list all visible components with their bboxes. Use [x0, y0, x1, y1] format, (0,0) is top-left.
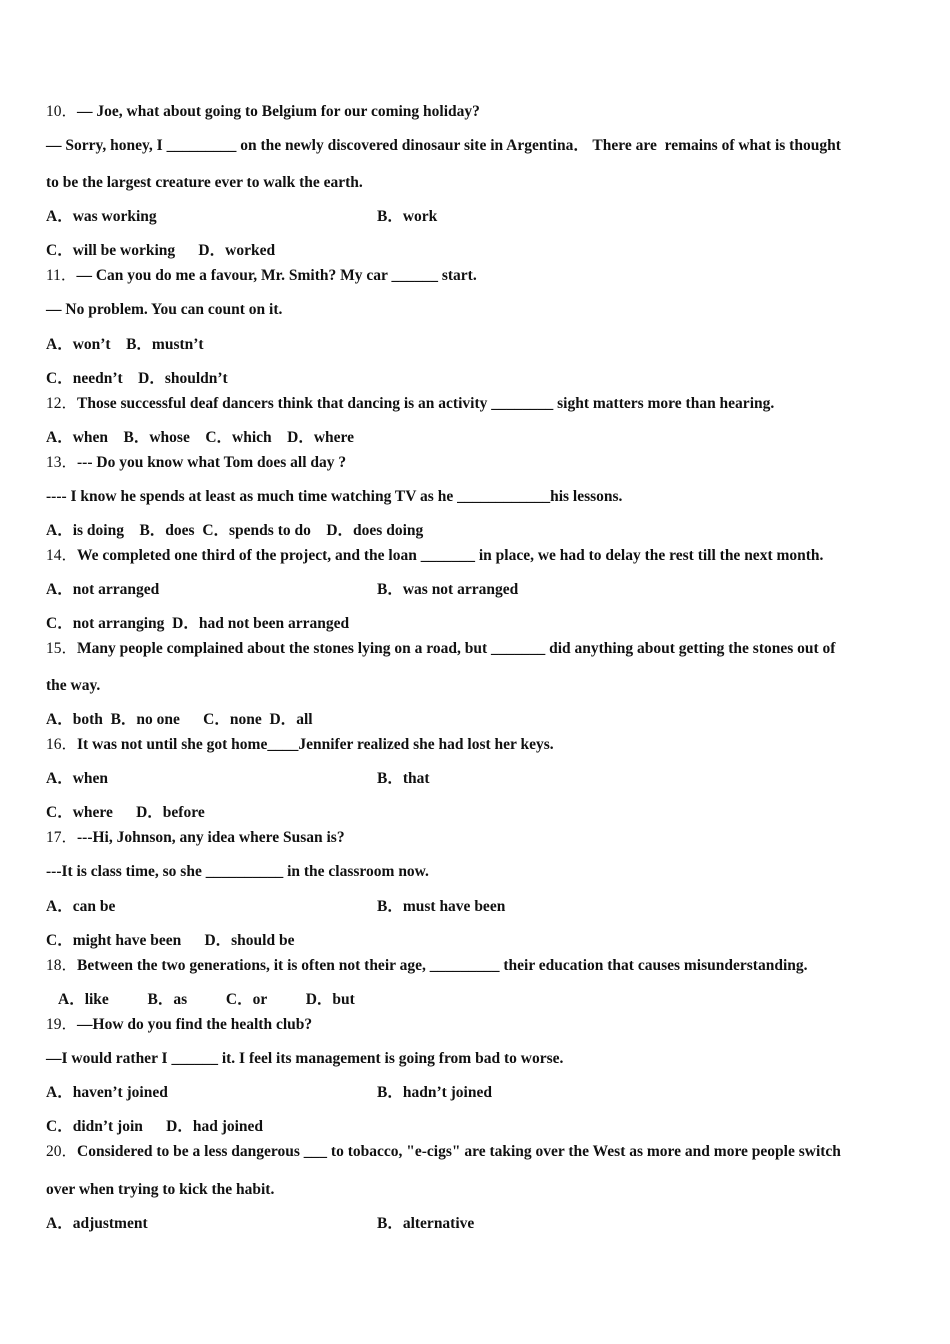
question-stem: --- Do you know what Tom does all day ?: [77, 454, 347, 471]
question-number: 20．: [46, 1143, 78, 1160]
options-c-d: C．didn’t join D．had joined: [46, 1118, 264, 1135]
option-b: B．work: [377, 208, 438, 225]
option-b: B．alternative: [377, 1215, 475, 1232]
question-number: 14．: [46, 547, 78, 564]
question-line: — No problem. You can count on it.: [46, 301, 283, 318]
option-a: A．can be: [46, 898, 116, 915]
question-19: [46, 1017, 312, 1033]
question-stem: Many people complained about the stones lying on a road, but _______ did anything about getting the stones out of: [77, 640, 836, 657]
question-18: [46, 958, 808, 974]
question-10: [46, 104, 480, 120]
question-line: over when trying to kick the habit.: [46, 1181, 275, 1198]
options-c-d: C．might have been D．should be: [46, 932, 295, 949]
option-b: B．was not arranged: [377, 581, 519, 598]
question-14: [46, 548, 823, 564]
question-number: 18．: [46, 957, 78, 974]
options-c-d: C．will be working D．worked: [46, 242, 276, 259]
options: A．is doing B．does C．spends to do D．does doing: [46, 522, 424, 539]
option-b: B．hadn’t joined: [377, 1084, 492, 1101]
question-number: 16．: [46, 736, 78, 753]
question-line: ---It is class time, so she __________ in the classroom now.: [46, 863, 429, 880]
options-c-d: C．needn’t D．shouldn’t: [46, 370, 228, 387]
question-17: [46, 830, 345, 846]
question-11: [46, 268, 477, 284]
question-stem: —How do you find the health club?: [77, 1016, 313, 1033]
question-20: [46, 1144, 841, 1160]
question-line: to be the largest creature ever to walk the earth.: [46, 174, 363, 191]
question-number: 19．: [46, 1016, 78, 1033]
question-16: [46, 737, 554, 753]
question-line: — Sorry, honey, I _________ on the newly discovered dinosaur site in Argentina． There are remains of what is thought: [46, 137, 841, 154]
option-a: A．was working: [46, 208, 157, 225]
question-line: ---- I know he spends at least as much time watching TV as he ____________his lessons.: [46, 488, 623, 505]
question-stem: Between the two generations, it is often not their age, _________ their education that causes misunderstanding.: [77, 957, 808, 974]
question-line: the way.: [46, 677, 101, 694]
question-line: —I would rather I ______ it. I feel its management is going from bad to worse.: [46, 1050, 564, 1067]
option-b: B．that: [377, 770, 430, 787]
options-c-d: C．not arranging D．had not been arranged: [46, 615, 350, 632]
option-a: A．haven’t joined: [46, 1084, 168, 1101]
question-number: 15．: [46, 640, 78, 657]
option-a: A．when: [46, 770, 109, 787]
question-number: 11．: [46, 267, 77, 284]
question-stem: ---Hi, Johnson, any idea where Susan is?: [77, 829, 345, 846]
question-stem: — Joe, what about going to Belgium for our coming holiday?: [77, 103, 480, 120]
options: A．both B．no one C．none D．all: [46, 711, 313, 728]
question-12: [46, 396, 774, 412]
question-stem: — Can you do me a favour, Mr. Smith? My car ______ start.: [76, 267, 477, 284]
options-c-d: C．where D．before: [46, 804, 205, 821]
question-number: 10．: [46, 103, 78, 120]
question-stem: Considered to be a less dangerous ___ to tobacco, "e-cigs" are taking over the West as more and more people switch: [77, 1143, 841, 1160]
options-a-b: A．won’t B．mustn’t: [46, 336, 204, 353]
question-number: 13．: [46, 454, 78, 471]
question-stem: Those successful deaf dancers think that dancing is an activity ________ sight matters more than hearing.: [77, 395, 775, 412]
options: A．when B．whose C．which D．where: [46, 429, 355, 446]
question-stem: We completed one third of the project, and the loan _______ in place, we had to delay the rest till the next month.: [77, 547, 824, 564]
question-15: [46, 641, 835, 657]
options: A．like B．as C．or D．but: [58, 991, 355, 1008]
option-a: A．not arranged: [46, 581, 160, 598]
question-stem: It was not until she got home____Jennifer realized she had lost her keys.: [77, 736, 554, 753]
option-a: A．adjustment: [46, 1215, 148, 1232]
question-number: 12．: [46, 395, 78, 412]
question-number: 17．: [46, 829, 78, 846]
question-13: [46, 455, 346, 471]
option-b: B．must have been: [377, 898, 506, 915]
